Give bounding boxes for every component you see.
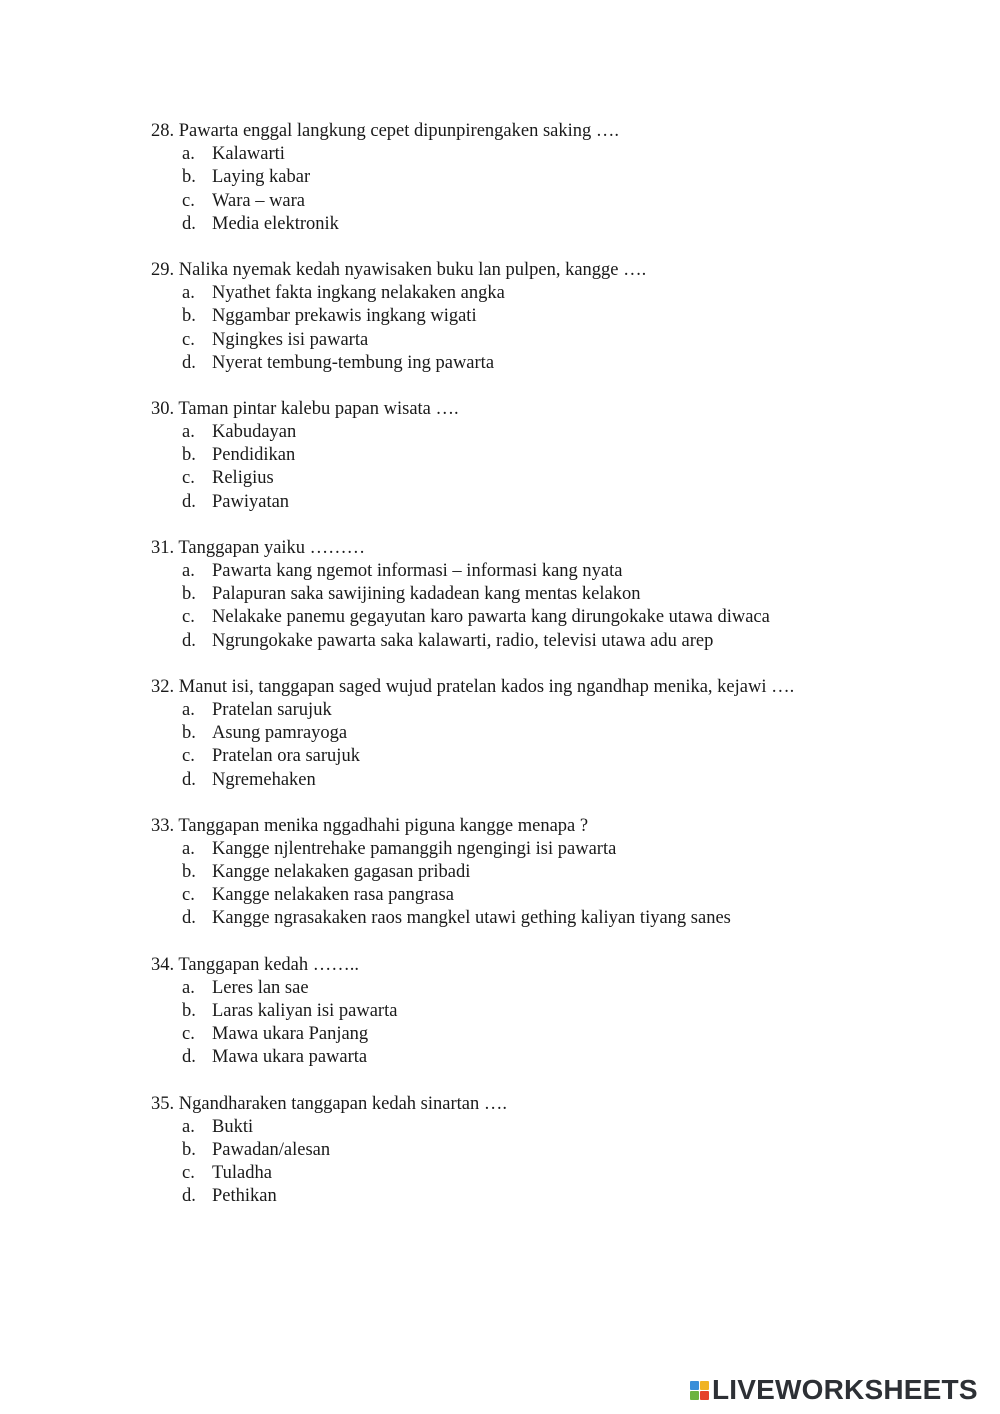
option-letter: c. bbox=[182, 1163, 195, 1184]
liveworksheets-logo[interactable] bbox=[690, 1376, 978, 1404]
option-text: Kalawarti bbox=[212, 144, 285, 165]
option-text: Pethikan bbox=[212, 1186, 277, 1207]
option-text: Religius bbox=[212, 468, 274, 489]
option-letter: d. bbox=[182, 491, 196, 512]
option-letter: b. bbox=[182, 167, 196, 188]
option-b bbox=[151, 1139, 951, 1162]
option-d bbox=[151, 769, 951, 792]
question-stem bbox=[151, 259, 951, 282]
option-c bbox=[151, 467, 951, 490]
option-text: Nyerat tembung-tembung ing pawarta bbox=[212, 352, 495, 373]
question-text: Manut isi, tanggapan saged wujud pratelan kados ing ngandhap menika, kejawi …. bbox=[178, 676, 795, 697]
option-letter: d. bbox=[182, 1047, 196, 1068]
option-a bbox=[151, 421, 951, 444]
question-number: 35. bbox=[151, 1093, 175, 1114]
option-letter: c. bbox=[182, 468, 195, 489]
option-b bbox=[151, 861, 951, 884]
question-33 bbox=[151, 815, 951, 931]
question-list bbox=[151, 120, 951, 1232]
question-stem bbox=[151, 676, 951, 699]
option-c bbox=[151, 1023, 951, 1046]
question-30 bbox=[151, 398, 951, 514]
option-text: Kangge ngrasakaken raos mangkel utawi gething kaliyan tiyang sanes bbox=[212, 908, 731, 929]
option-letter: b. bbox=[182, 1001, 196, 1021]
option-letter: c. bbox=[182, 885, 195, 906]
option-text: Laying kabar bbox=[212, 167, 311, 188]
option-d bbox=[151, 630, 951, 653]
option-text: Pendidikan bbox=[212, 445, 296, 466]
option-b bbox=[151, 166, 951, 189]
question-35 bbox=[151, 1093, 951, 1209]
option-letter: a. bbox=[182, 1116, 195, 1137]
option-letter: a. bbox=[182, 283, 195, 304]
question-29 bbox=[151, 259, 951, 375]
option-text: Palapuran saka sawijining kadadean kang mentas kelakon bbox=[212, 584, 641, 605]
question-stem bbox=[151, 815, 951, 838]
option-text: Asung pamrayoga bbox=[212, 723, 348, 744]
option-letter: d. bbox=[182, 908, 196, 929]
option-text: Laras kaliyan isi pawarta bbox=[212, 1001, 398, 1021]
option-c bbox=[151, 606, 951, 629]
logo-square-icon bbox=[700, 1391, 709, 1400]
question-stem bbox=[151, 537, 951, 560]
question-text: Tanggapan yaiku ……… bbox=[178, 537, 366, 558]
option-text: Pawadan/alesan bbox=[212, 1139, 331, 1160]
option-a bbox=[151, 143, 951, 166]
question-text: Taman pintar kalebu papan wisata …. bbox=[178, 398, 459, 419]
brand-name: LIVEWORKSHEETS bbox=[712, 1374, 978, 1405]
option-letter: a. bbox=[182, 144, 195, 165]
option-letter: c. bbox=[182, 607, 195, 628]
question-34 bbox=[151, 954, 951, 1070]
option-letter: a. bbox=[182, 561, 195, 581]
option-text: Media elektronik bbox=[212, 213, 339, 234]
option-text: Ngrungokake pawarta saka kalawarti, radio, televisi utawa adu arep bbox=[212, 630, 714, 651]
option-b bbox=[151, 1000, 951, 1023]
question-stem bbox=[151, 954, 951, 977]
option-c bbox=[151, 1162, 951, 1185]
option-text: Mawa ukara pawarta bbox=[212, 1047, 368, 1068]
option-a bbox=[151, 560, 951, 583]
question-number: 31. bbox=[151, 537, 175, 558]
option-b bbox=[151, 722, 951, 745]
option-text: Ngremehaken bbox=[212, 769, 316, 790]
option-d bbox=[151, 1046, 951, 1069]
option-b bbox=[151, 305, 951, 328]
option-letter: a. bbox=[182, 699, 195, 720]
option-letter: d. bbox=[182, 1186, 196, 1207]
option-letter: c. bbox=[182, 190, 195, 211]
option-a bbox=[151, 977, 951, 1000]
option-letter: d. bbox=[182, 769, 196, 790]
question-text: Ngandharaken tanggapan kedah sinartan …. bbox=[178, 1093, 507, 1114]
option-letter: b. bbox=[182, 1139, 196, 1160]
option-d bbox=[151, 352, 951, 375]
option-letter: d. bbox=[182, 630, 196, 651]
option-text: Nyathet fakta ingkang nelakaken angka bbox=[212, 283, 505, 304]
option-a bbox=[151, 1116, 951, 1139]
question-32 bbox=[151, 676, 951, 792]
liveworksheets-logo-icon bbox=[690, 1381, 709, 1400]
question-stem bbox=[151, 398, 951, 421]
question-number: 34. bbox=[151, 954, 175, 975]
option-letter: b. bbox=[182, 862, 196, 883]
logo-square-icon bbox=[690, 1391, 699, 1400]
option-letter: b. bbox=[182, 445, 196, 466]
option-letter: c. bbox=[182, 1024, 195, 1045]
option-letter: d. bbox=[182, 352, 196, 373]
option-d bbox=[151, 907, 951, 930]
option-text: Ngingkes isi pawarta bbox=[212, 329, 369, 350]
option-text: Pawarta kang ngemot informasi – informasi kang nyata bbox=[212, 561, 623, 581]
question-number: 32. bbox=[151, 676, 175, 697]
option-text: Mawa ukara Panjang bbox=[212, 1024, 369, 1045]
option-d bbox=[151, 491, 951, 514]
option-text: Kabudayan bbox=[212, 422, 297, 443]
logo-square-icon bbox=[690, 1381, 699, 1390]
option-a bbox=[151, 699, 951, 722]
option-b bbox=[151, 583, 951, 606]
option-text: Wara – wara bbox=[212, 190, 306, 211]
option-c bbox=[151, 329, 951, 352]
option-text: Kangge nelakaken gagasan pribadi bbox=[212, 862, 471, 883]
option-letter: c. bbox=[182, 329, 195, 350]
question-text: Pawarta enggal langkung cepet dipunpirengaken saking …. bbox=[178, 121, 620, 141]
option-text: Bukti bbox=[212, 1116, 254, 1137]
option-text: Nelakake panemu gegayutan karo pawarta kang dirungokake utawa diwaca bbox=[212, 607, 770, 628]
question-number: 33. bbox=[151, 815, 175, 836]
option-a bbox=[151, 282, 951, 305]
question-stem bbox=[151, 1093, 951, 1116]
option-a bbox=[151, 838, 951, 861]
option-c bbox=[151, 190, 951, 213]
option-text: Pratelan ora sarujuk bbox=[212, 746, 360, 767]
option-d bbox=[151, 213, 951, 236]
option-b bbox=[151, 444, 951, 467]
option-c bbox=[151, 884, 951, 907]
option-letter: b. bbox=[182, 306, 196, 327]
option-c bbox=[151, 745, 951, 768]
option-text: Pratelan sarujuk bbox=[212, 699, 332, 720]
question-31 bbox=[151, 537, 951, 653]
question-text: Tanggapan kedah …….. bbox=[178, 954, 359, 975]
option-text: Tuladha bbox=[212, 1163, 272, 1184]
question-stem bbox=[151, 120, 951, 143]
question-number: 29. bbox=[151, 259, 175, 280]
option-letter: c. bbox=[182, 746, 195, 767]
option-text: Nggambar prekawis ingkang wigati bbox=[212, 306, 477, 327]
question-28 bbox=[151, 120, 951, 236]
option-letter: a. bbox=[182, 422, 195, 443]
option-letter: b. bbox=[182, 723, 196, 744]
question-number: 30. bbox=[151, 398, 175, 419]
option-letter: d. bbox=[182, 213, 196, 234]
option-text: Pawiyatan bbox=[212, 491, 290, 512]
option-text: Kangge nelakaken rasa pangrasa bbox=[212, 885, 454, 906]
option-letter: a. bbox=[182, 977, 195, 998]
option-d bbox=[151, 1185, 951, 1208]
question-text: Tanggapan menika nggadhahi piguna kangge menapa ? bbox=[178, 815, 589, 836]
option-text: Kangge njlentrehake pamanggih ngengingi isi pawarta bbox=[212, 838, 617, 859]
option-letter: a. bbox=[182, 838, 195, 859]
question-text: Nalika nyemak kedah nyawisaken buku lan pulpen, kangge …. bbox=[178, 259, 647, 280]
question-number: 28. bbox=[151, 121, 175, 141]
logo-square-icon bbox=[700, 1381, 709, 1390]
option-letter: b. bbox=[182, 584, 196, 605]
option-text: Leres lan sae bbox=[212, 977, 309, 998]
